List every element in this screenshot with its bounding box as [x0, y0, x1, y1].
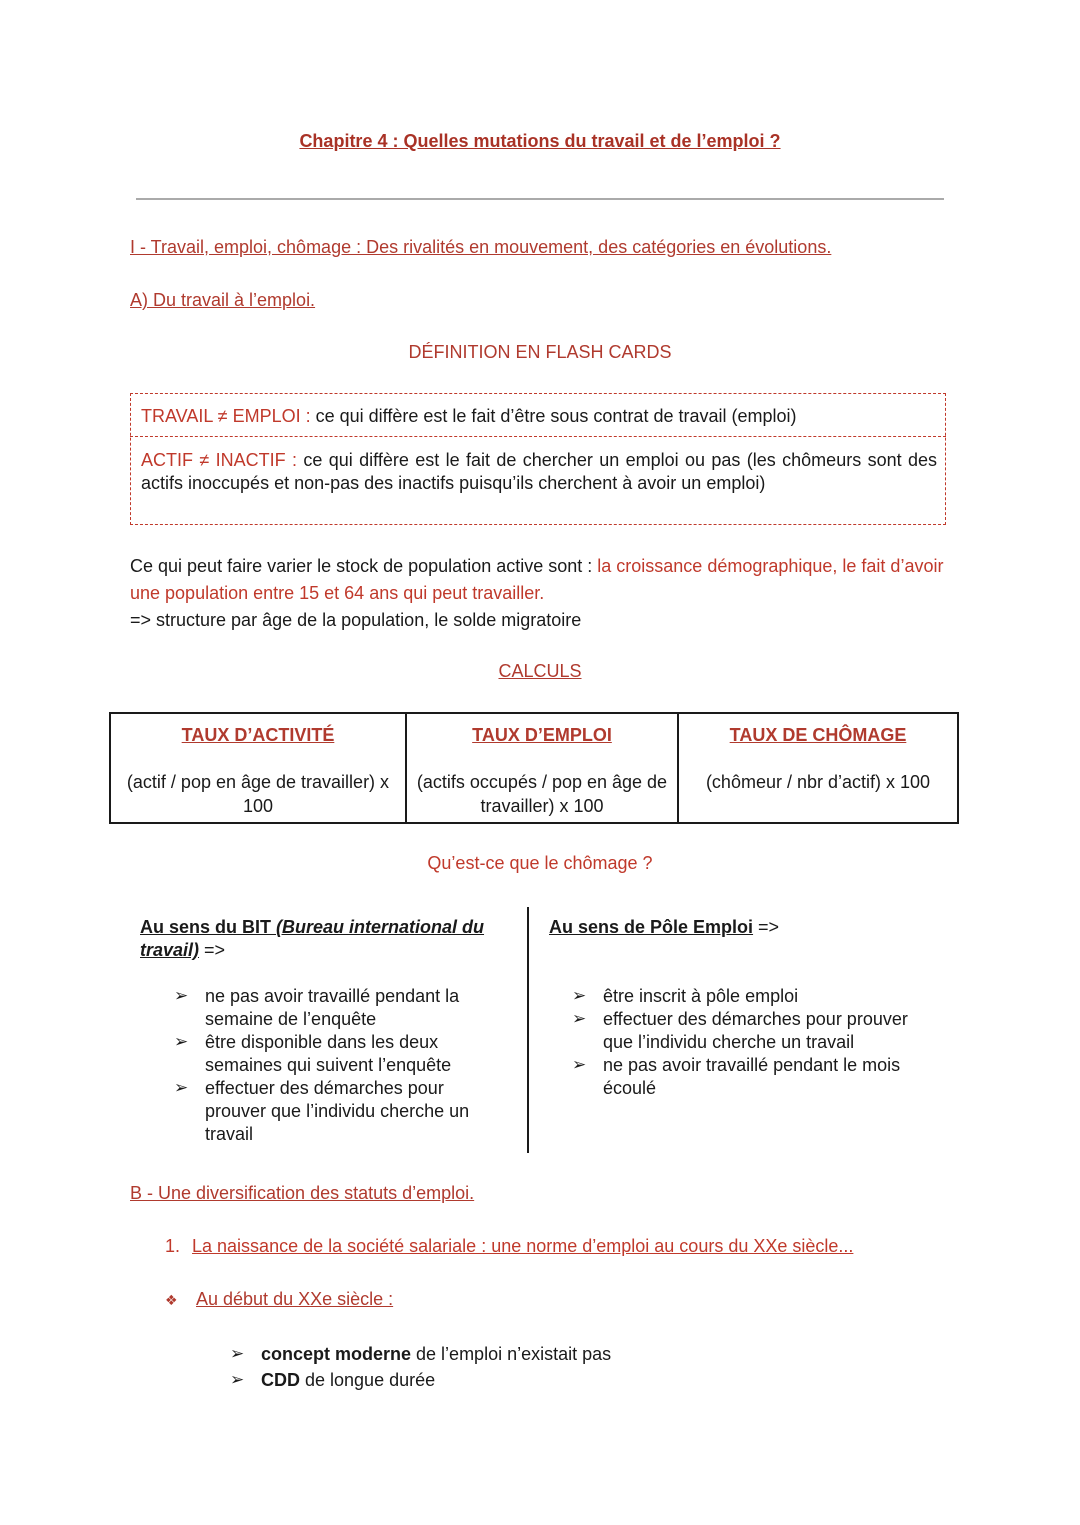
debut-label: Au début du XXe siècle : [196, 1289, 394, 1309]
list-item: ➢ ne pas avoir travaillé pendant le mois écoulé [572, 1054, 932, 1100]
list-item [230, 1367, 830, 1393]
list-item-bold: CDD [261, 1370, 300, 1390]
table-cell-taux-emploi [405, 714, 677, 822]
table-header: TAUX D’ACTIVITÉ [181, 725, 335, 745]
diamond-bullet-icon: ❖ [165, 1293, 178, 1309]
list-item-rest: de longue durée [300, 1370, 436, 1390]
table-header: TAUX DE CHÔMAGE [729, 725, 907, 745]
table-formula: (chômeur / nbr d’actif) x 100 [705, 772, 931, 792]
calculs-table [109, 712, 959, 824]
pole-emploi-criteria-list [572, 985, 932, 1100]
definitions-separator [130, 436, 946, 437]
definition-text: ce qui diffère est le fait de chercher un emploi ou pas (les chômeurs sont des actifs inoccupés et non-pas des inactifs puisqu’ils cherchent à avoir un emploi) [141, 450, 937, 493]
section-a-heading: A) Du travail à l’emploi. [130, 290, 316, 310]
horizontal-divider [136, 198, 944, 200]
pole-emploi-heading [549, 916, 929, 939]
bit-heading-expansion: (Bureau international du travail) [140, 917, 485, 960]
definition-term: ACTIF ≠ INACTIF : [141, 450, 297, 470]
list-item: ➢ effectuer des démarches pour prouver que l’individu cherche un travail [572, 1008, 932, 1054]
chomage-question: Qu’est-ce que le chômage ? [427, 853, 653, 873]
stock-intro: Ce qui peut faire varier le stock de population active sont : [130, 556, 598, 576]
bit-criteria-list [174, 985, 504, 1146]
definition-travail-emploi [141, 405, 937, 428]
page-title: Chapitre 4 : Quelles mutations du travail et de l’emploi ? [299, 131, 781, 151]
definition-term: TRAVAIL ≠ EMPLOI : [141, 406, 311, 426]
subsection-label: La naissance de la société salariale : une norme d’emploi au cours du XXe siècle... [192, 1236, 854, 1256]
list-item-rest: de l’emploi n’existait pas [411, 1344, 612, 1364]
pole-emploi-heading-label: Au sens de Pôle Emploi [549, 917, 754, 937]
debut-xxe-list [230, 1341, 830, 1393]
list-item: ➢ ne pas avoir travaillé pendant la semaine de l’enquête [174, 985, 504, 1031]
calculs-title: CALCULS [498, 661, 582, 681]
list-item [230, 1341, 830, 1367]
list-item: ➢ effectuer des démarches pour prouver que l’individu cherche un travail [174, 1077, 504, 1146]
subsection-number: 1. [165, 1236, 181, 1256]
list-item: ➢ être disponible dans les deux semaines qui suivent l’enquête [174, 1031, 504, 1077]
population-active-paragraph [130, 553, 950, 634]
section-1-heading: I - Travail, emploi, chômage : Des rivalités en mouvement, des catégories en évolutions. [130, 237, 832, 257]
stock-highlight: la croissance démographique, le fait d’avoir une population entre 15 et 64 ans qui peut travailler. [130, 556, 944, 603]
list-item-bold: concept moderne [261, 1344, 412, 1364]
table-header: TAUX D’EMPLOI [472, 725, 612, 745]
definition-text: ce qui diffère est le fait d’être sous contrat de travail (emploi) [310, 406, 797, 426]
pole-emploi-heading-arrow: => [753, 917, 780, 937]
subsection-1 [165, 1236, 853, 1257]
stock-conclusion: => structure par âge de la population, le solde migratoire [130, 610, 582, 630]
table-cell-taux-chomage [677, 714, 957, 822]
bit-heading [140, 916, 510, 962]
list-item: ➢ être inscrit à pôle emploi [572, 985, 932, 1008]
table-cell-taux-activite [111, 714, 405, 822]
column-divider [527, 907, 529, 1153]
table-formula: (actif / pop en âge de travailler) x 100 [126, 772, 390, 816]
flash-cards-title: DÉFINITION EN FLASH CARDS [408, 342, 672, 362]
table-formula: (actifs occupés / pop en âge de travailler) x 100 [416, 772, 668, 816]
bit-heading-arrow: => [199, 940, 226, 960]
bit-heading-label: Au sens du BIT [140, 917, 277, 937]
section-b-heading: B - Une diversification des statuts d’emploi. [130, 1183, 475, 1203]
definition-actif-inactif [141, 449, 937, 495]
debut-xxe-heading [165, 1289, 393, 1310]
